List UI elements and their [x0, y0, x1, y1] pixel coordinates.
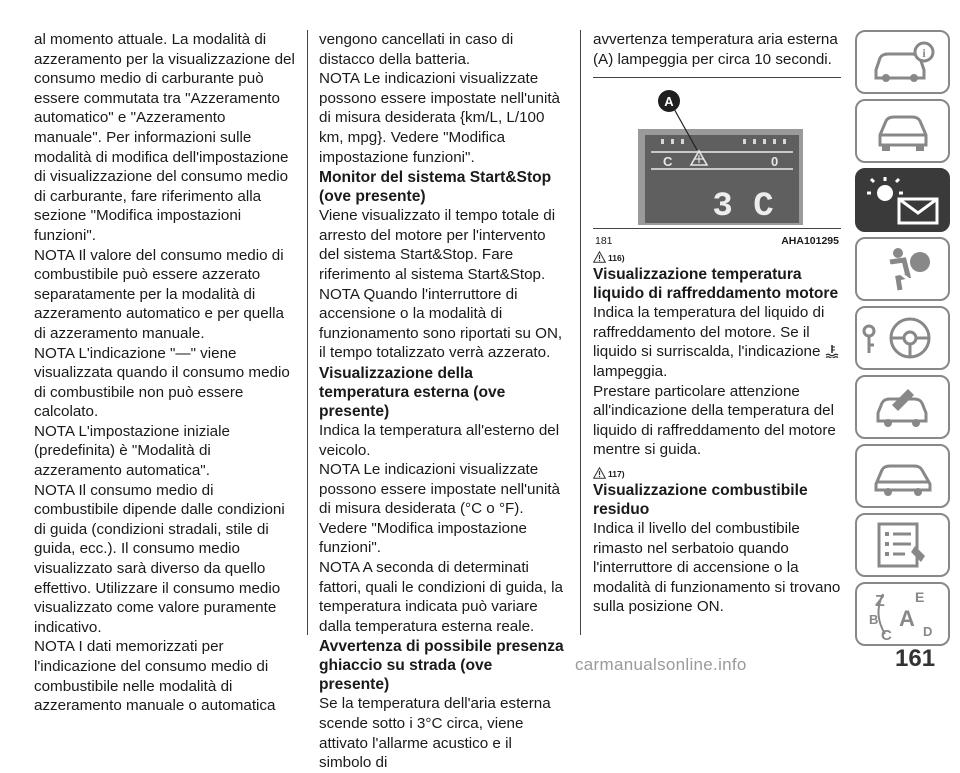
paragraph: al momento attuale. La modalità di azzeramento per la visualizzazione del consumo medio di carburante può essere commutata tra "Azzeramento automatico" e "Azzeramento manuale". Per informazioni sulle modalità di modifica dell'impostazione di visualizzazione del consumo medio di carburante, fare riferimento alla sezione "Modifica impostazioni funzioni". — [34, 31, 295, 244]
display-left-label: C — [663, 154, 673, 170]
figure-bottom-rule — [593, 228, 841, 229]
note-number: 117) — [608, 468, 625, 479]
chapter-tab-warning-lights[interactable] — [855, 168, 950, 232]
chapter-tab-specs[interactable] — [855, 513, 950, 577]
paragraph-text: lampeggia. — [593, 362, 668, 380]
paragraph: Prestare particolare attenzione all'indicazione della temperatura del liquido di raffreddamento del motore mentre si guida. — [593, 382, 836, 459]
index-letter: A — [898, 606, 915, 631]
index-letter: D — [922, 624, 932, 639]
paragraph: NOTA Quando l'interruttore di accensione o la modalità di funzionamento sono riportati su ON, il tempo totalizzato verrà azzerato. — [319, 285, 563, 362]
column-divider — [307, 30, 308, 635]
callout-label: A — [664, 94, 674, 110]
figure-code: AHA101295 — [781, 235, 839, 248]
index-letter: Z — [874, 593, 885, 610]
coolant-temperature-icon — [825, 344, 839, 358]
index-letter: E — [914, 589, 924, 605]
paragraph: Indica il livello del combustibile rimasto nel serbatoio quando l'interruttore di accensione o la modalità di funzionamento si trovano sulla posizione ON. — [593, 519, 841, 616]
paragraph: Indica la temperatura all'esterno del veicolo. — [319, 421, 560, 459]
wrench-car-icon — [868, 385, 938, 429]
warning-note-ref — [593, 463, 843, 479]
paragraph-text: Indica la temperatura del liquido di raffreddamento del motore. Se il liquido si surriscalda, l'indicazione — [593, 304, 825, 361]
svg-text:i: i — [921, 46, 926, 60]
chapter-tab-emergency[interactable] — [855, 375, 950, 439]
paragraph: NOTA I dati memorizzati per l'indicazione del consumo medio di combustibile nelle modalità di azzeramento manuale o automatica — [34, 638, 276, 715]
chapter-tab-safety[interactable] — [855, 237, 950, 301]
paragraph: Viene visualizzato il tempo totale di arresto del motore per l'intervento del sistema Start&Stop. Fare riferimento al sistema Start&Stop. — [319, 207, 556, 283]
index-letter: B — [868, 612, 878, 627]
section-heading: Visualizzazione della temperatura esterna (ove presente) — [319, 364, 506, 420]
paragraph: NOTA Il consumo medio di combustibile dipende dalle condizioni di guida (condizioni stradali, stile di guida, ecc.). Il consumo medio visualizzato sarà diverso da quello effettivo. Utilizzare il consumo medio visualizzato come valore puramente indicativo. — [34, 481, 285, 636]
car-info-icon — [868, 40, 938, 84]
watermark: carmanualsonline.info — [575, 655, 747, 674]
chapter-tab-car-info[interactable] — [855, 30, 950, 94]
column-2 — [319, 30, 565, 773]
figure-number: 181 — [595, 235, 613, 248]
chapter-sidebar — [855, 30, 950, 651]
paragraph: avvertenza temperatura aria esterna (A) lampeggia per circa 10 secondi. — [593, 31, 838, 68]
column-1 — [34, 30, 296, 716]
warning-triangle-icon — [593, 251, 606, 263]
display-right-label: 0 — [771, 154, 779, 170]
section-heading: Visualizzazione temperatura liquido di raffreddamento motore — [593, 266, 839, 303]
warning-lights-icon — [863, 175, 943, 225]
steering-wheel-icon — [858, 313, 948, 363]
paragraph: NOTA L'indicazione "—" viene visualizzata quando il consumo medio di combustibile non può essere calcolato. — [34, 344, 290, 421]
paragraph: vengono cancellati in caso di distacco della batteria. — [319, 31, 514, 68]
chapter-tab-car-front[interactable] — [855, 99, 950, 163]
section-heading: Visualizzazione combustibile residuo — [593, 481, 808, 518]
paragraph: NOTA Il valore del consumo medio di combustibile può essere azzerato separatamente per la modalità di azzeramento automatico e per quella di azzeramento manuale. — [34, 246, 284, 342]
note-number: 116) — [608, 253, 625, 264]
section-heading: Monitor del sistema Start&Stop (ove presente) — [319, 169, 552, 206]
figure-181 — [593, 77, 841, 248]
page-number: 161 — [895, 645, 936, 672]
paragraph — [593, 303, 843, 381]
paragraph: NOTA L'impostazione iniziale (predefinita) è "Modalità di azzeramento automatica". — [34, 422, 230, 480]
column-divider — [580, 30, 581, 635]
chapter-tab-driving[interactable] — [855, 306, 950, 370]
paragraph: NOTA A seconda di determinati fattori, quali le condizioni di guida, la temperatura indicata può variare dalla temperatura esterna reale. — [319, 559, 563, 635]
airbag-icon — [868, 244, 938, 294]
specs-list-icon — [873, 520, 933, 570]
index-letter: C — [880, 627, 892, 642]
chapter-tab-maintenance[interactable] — [855, 444, 950, 508]
section-heading: Avvertenza di possibile presenza ghiaccio su strada (ove presente) — [319, 638, 564, 694]
chapter-tab-index[interactable] — [855, 582, 950, 646]
column-3 — [593, 30, 843, 617]
paragraph: Se la temperatura dell'aria esterna scende sotto i 3°C circa, viene attivato l'allarme acustico e il simbolo di — [319, 695, 551, 772]
display-temperature-value: 3 C — [712, 188, 774, 227]
paragraph: NOTA Le indicazioni visualizzate possono essere impostate nell'unità di misura desiderata (°C o °F). Vedere "Modifica impostazione funzioni". — [319, 461, 560, 557]
dashboard-display-illustration — [593, 77, 841, 227]
index-letters-icon — [865, 586, 941, 642]
car-front-icon — [868, 109, 938, 153]
car-side-icon — [868, 454, 938, 498]
warning-triangle-icon — [593, 467, 606, 479]
paragraph: NOTA Le indicazioni visualizzate possono essere impostate nell'unità di misura desiderata {km/L, L/100 km, mpg}. Vedere "Modifica impostazione funzioni". — [319, 70, 560, 166]
